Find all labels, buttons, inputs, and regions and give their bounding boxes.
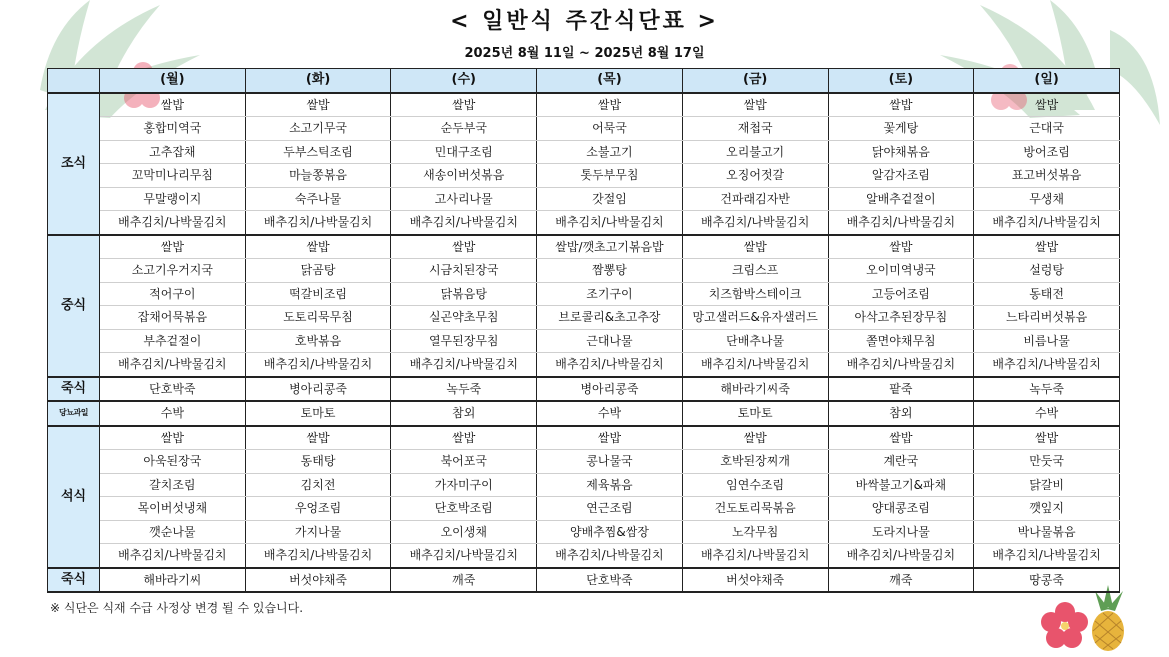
menu-cell: 콩나물국 — [537, 450, 683, 474]
menu-cell: 민대구조림 — [391, 140, 537, 164]
menu-row — [48, 473, 1120, 497]
menu-cell: 참외 — [828, 401, 974, 426]
menu-cell: 양대콩조림 — [828, 497, 974, 521]
menu-row — [48, 282, 1120, 306]
menu-cell: 박나물볶음 — [974, 520, 1120, 544]
menu-cell: 쌀밥 — [245, 426, 391, 450]
menu-cell: 배추김치/나박물김치 — [828, 211, 974, 235]
menu-cell: 시금치된장국 — [391, 259, 537, 283]
menu-cell: 노각무침 — [682, 520, 828, 544]
menu-cell: 닭볶음탕 — [391, 282, 537, 306]
menu-cell: 녹두죽 — [974, 377, 1120, 402]
menu-cell: 만둣국 — [974, 450, 1120, 474]
day-header: (화) — [245, 69, 391, 93]
menu-cell: 배추김치/나박물김치 — [537, 544, 683, 568]
menu-cell: 배추김치/나박물김치 — [100, 353, 246, 377]
menu-cell: 북어포국 — [391, 450, 537, 474]
menu-cell: 배추김치/나박물김치 — [391, 211, 537, 235]
menu-cell: 배추김치/나박물김치 — [682, 353, 828, 377]
menu-cell: 방어조림 — [974, 140, 1120, 164]
menu-cell: 배추김치/나박물김치 — [391, 353, 537, 377]
day-header: (금) — [682, 69, 828, 93]
menu-cell: 깨죽 — [828, 568, 974, 593]
menu-cell: 배추김치/나박물김치 — [828, 353, 974, 377]
menu-cell: 호박볶음 — [245, 329, 391, 353]
menu-cell: 아삭고추된장무침 — [828, 306, 974, 330]
menu-cell: 쌀밥/깻초고기볶음밥 — [537, 235, 683, 259]
menu-row — [48, 259, 1120, 283]
menu-cell: 순두부국 — [391, 117, 537, 141]
menu-cell: 근대나물 — [537, 329, 683, 353]
menu-cell: 쌀밥 — [100, 93, 246, 117]
menu-cell: 쌀밥 — [828, 426, 974, 450]
menu-cell: 배추김치/나박물김치 — [828, 544, 974, 568]
menu-cell: 팥죽 — [828, 377, 974, 402]
menu-row — [48, 140, 1120, 164]
menu-cell: 비름나물 — [974, 329, 1120, 353]
menu-row — [48, 426, 1120, 450]
menu-cell: 깻잎지 — [974, 497, 1120, 521]
menu-cell: 버섯야채죽 — [682, 568, 828, 593]
menu-cell: 새송이버섯볶음 — [391, 164, 537, 188]
menu-cell: 도토리묵무침 — [245, 306, 391, 330]
meal-group — [48, 93, 1120, 235]
menu-cell: 바싹불고기&파채 — [828, 473, 974, 497]
menu-cell: 쌀밥 — [974, 235, 1120, 259]
menu-cell: 배추김치/나박물김치 — [245, 353, 391, 377]
menu-row — [48, 401, 1120, 426]
menu-cell: 연근조림 — [537, 497, 683, 521]
menu-cell: 쌀밥 — [100, 235, 246, 259]
menu-cell: 어묵국 — [537, 117, 683, 141]
menu-cell: 배추김치/나박물김치 — [537, 211, 683, 235]
menu-cell: 양배추찜&쌈장 — [537, 520, 683, 544]
menu-row — [48, 187, 1120, 211]
menu-cell: 녹두죽 — [391, 377, 537, 402]
menu-cell: 홍합미역국 — [100, 117, 246, 141]
menu-cell: 동태탕 — [245, 450, 391, 474]
menu-cell: 닭곰탕 — [245, 259, 391, 283]
menu-cell: 쌀밥 — [100, 426, 246, 450]
meal-label: 당뇨과일 — [48, 401, 100, 426]
menu-cell: 톳두부무침 — [537, 164, 683, 188]
page-title: < 일반식 주간식단표 > — [450, 9, 719, 34]
menu-cell: 쌀밥 — [682, 426, 828, 450]
menu-row — [48, 568, 1120, 593]
menu-cell: 쌀밥 — [537, 93, 683, 117]
menu-cell: 오이미역냉국 — [828, 259, 974, 283]
menu-cell: 닭야채볶음 — [828, 140, 974, 164]
menu-cell: 무말랭이지 — [100, 187, 246, 211]
menu-cell: 적어구이 — [100, 282, 246, 306]
day-header: (월) — [100, 69, 246, 93]
menu-cell: 숙주나물 — [245, 187, 391, 211]
menu-row — [48, 329, 1120, 353]
menu-cell: 김치전 — [245, 473, 391, 497]
menu-cell: 소불고기 — [537, 140, 683, 164]
menu-cell: 쫄면야채무침 — [828, 329, 974, 353]
menu-cell: 고등어조림 — [828, 282, 974, 306]
menu-cell: 토마토 — [682, 401, 828, 426]
menu-cell: 쌀밥 — [974, 426, 1120, 450]
menu-cell: 단호박조림 — [391, 497, 537, 521]
menu-cell: 꽃게탕 — [828, 117, 974, 141]
menu-cell: 단호박죽 — [537, 568, 683, 593]
menu-row — [48, 211, 1120, 235]
menu-row — [48, 164, 1120, 188]
menu-cell: 단호박죽 — [100, 377, 246, 402]
menu-cell: 배추김치/나박물김치 — [974, 353, 1120, 377]
menu-cell: 고사리나물 — [391, 187, 537, 211]
menu-cell: 배추김치/나박물김치 — [100, 544, 246, 568]
menu-cell: 열무된장무침 — [391, 329, 537, 353]
menu-cell: 배추김치/나박물김치 — [245, 544, 391, 568]
menu-cell: 두부스틱조림 — [245, 140, 391, 164]
menu-cell: 배추김치/나박물김치 — [100, 211, 246, 235]
menu-cell: 해바라기씨 — [100, 568, 246, 593]
menu-cell: 쌀밥 — [245, 235, 391, 259]
menu-cell: 무생채 — [974, 187, 1120, 211]
menu-cell: 배추김치/나박물김치 — [537, 353, 683, 377]
menu-cell: 쌀밥 — [391, 235, 537, 259]
pineapple-icon — [1083, 585, 1133, 653]
menu-cell: 목이버섯냉채 — [100, 497, 246, 521]
meal-group — [48, 235, 1120, 377]
menu-cell: 쌀밥 — [974, 93, 1120, 117]
menu-cell: 갈치조림 — [100, 473, 246, 497]
menu-cell: 꼬막미나리무침 — [100, 164, 246, 188]
menu-cell: 임연수조림 — [682, 473, 828, 497]
menu-cell: 수박 — [974, 401, 1120, 426]
menu-row — [48, 377, 1120, 402]
menu-cell: 병아리콩죽 — [245, 377, 391, 402]
menu-cell: 배추김치/나박물김치 — [682, 211, 828, 235]
menu-cell: 깨죽 — [391, 568, 537, 593]
menu-cell: 설렁탕 — [974, 259, 1120, 283]
menu-cell: 크림스프 — [682, 259, 828, 283]
menu-cell: 표고버섯볶음 — [974, 164, 1120, 188]
menu-row — [48, 117, 1120, 141]
hibiscus-bottom-icon — [1040, 600, 1090, 650]
menu-cell: 잡채어묵볶음 — [100, 306, 246, 330]
menu-row — [48, 353, 1120, 377]
menu-cell: 배추김치/나박물김치 — [245, 211, 391, 235]
weekly-menu-table — [47, 68, 1120, 593]
day-header-row — [48, 69, 1120, 93]
date-range: 2025년 8월 11일 ~ 2025년 8월 17일 — [464, 46, 705, 61]
menu-cell: 부추겉절이 — [100, 329, 246, 353]
meal-label: 석식 — [48, 426, 100, 568]
menu-cell: 마늘쫑볶음 — [245, 164, 391, 188]
menu-cell: 브로콜리&초고추장 — [537, 306, 683, 330]
menu-cell: 단배추나물 — [682, 329, 828, 353]
menu-cell: 토마토 — [245, 401, 391, 426]
meal-group — [48, 426, 1120, 568]
menu-cell: 쌀밥 — [245, 93, 391, 117]
menu-cell: 가자미구이 — [391, 473, 537, 497]
menu-cell: 배추김치/나박물김치 — [391, 544, 537, 568]
menu-cell: 쌀밥 — [391, 93, 537, 117]
menu-cell: 병아리콩죽 — [537, 377, 683, 402]
menu-cell: 해바라기씨죽 — [682, 377, 828, 402]
menu-cell: 깻순나물 — [100, 520, 246, 544]
menu-cell: 배추김치/나박물김치 — [974, 544, 1120, 568]
meal-group — [48, 377, 1120, 402]
table-header — [48, 69, 1120, 93]
menu-cell: 배추김치/나박물김치 — [974, 211, 1120, 235]
meal-group — [48, 401, 1120, 426]
menu-cell: 쌀밥 — [537, 426, 683, 450]
menu-cell: 조기구이 — [537, 282, 683, 306]
menu-cell: 쌀밥 — [682, 93, 828, 117]
menu-cell: 쌀밥 — [391, 426, 537, 450]
menu-cell: 오징어젓갈 — [682, 164, 828, 188]
corner-cell — [48, 69, 100, 93]
menu-cell: 떡갈비조림 — [245, 282, 391, 306]
meal-label: 중식 — [48, 235, 100, 377]
menu-cell: 근대국 — [974, 117, 1120, 141]
day-header: (토) — [828, 69, 974, 93]
menu-row — [48, 544, 1120, 568]
menu-row — [48, 497, 1120, 521]
footnote: ※ 식단은 식재 수급 사정상 변경 될 수 있습니다. — [50, 601, 304, 615]
menu-cell: 갓절임 — [537, 187, 683, 211]
menu-row — [48, 306, 1120, 330]
menu-cell: 치즈함박스테이크 — [682, 282, 828, 306]
menu-cell: 제육볶음 — [537, 473, 683, 497]
menu-row — [48, 520, 1120, 544]
meal-label: 조식 — [48, 93, 100, 235]
menu-cell: 버섯야채죽 — [245, 568, 391, 593]
menu-cell: 배추김치/나박물김치 — [682, 544, 828, 568]
meal-label: 죽식 — [48, 377, 100, 402]
menu-cell: 우엉조림 — [245, 497, 391, 521]
menu-cell: 망고샐러드&유자샐러드 — [682, 306, 828, 330]
menu-cell: 수박 — [537, 401, 683, 426]
menu-cell: 알감자조림 — [828, 164, 974, 188]
menu-cell: 고추잡채 — [100, 140, 246, 164]
meal-label: 죽식 — [48, 568, 100, 593]
meal-group — [48, 568, 1120, 593]
menu-cell: 참외 — [391, 401, 537, 426]
menu-cell: 오리불고기 — [682, 140, 828, 164]
menu-cell: 짬뽕탕 — [537, 259, 683, 283]
day-header: (일) — [974, 69, 1120, 93]
menu-cell: 실곤약초무침 — [391, 306, 537, 330]
day-header: (수) — [391, 69, 537, 93]
menu-cell: 소고기무국 — [245, 117, 391, 141]
menu-row — [48, 93, 1120, 117]
menu-cell: 닭갈비 — [974, 473, 1120, 497]
menu-cell: 땅콩죽 — [974, 568, 1120, 593]
day-header: (목) — [537, 69, 683, 93]
menu-cell: 도라지나물 — [828, 520, 974, 544]
menu-cell: 오이생채 — [391, 520, 537, 544]
menu-cell: 가지나물 — [245, 520, 391, 544]
menu-cell: 느타리버섯볶음 — [974, 306, 1120, 330]
menu-cell: 동태전 — [974, 282, 1120, 306]
menu-cell: 쌀밥 — [828, 235, 974, 259]
menu-cell: 건파래김자반 — [682, 187, 828, 211]
menu-cell: 계란국 — [828, 450, 974, 474]
menu-cell: 재첩국 — [682, 117, 828, 141]
menu-cell: 소고기우거지국 — [100, 259, 246, 283]
menu-cell: 쌀밥 — [682, 235, 828, 259]
menu-cell: 호박된장찌개 — [682, 450, 828, 474]
menu-row — [48, 235, 1120, 259]
menu-row — [48, 450, 1120, 474]
menu-cell: 수박 — [100, 401, 246, 426]
menu-cell: 알배추겉절이 — [828, 187, 974, 211]
menu-cell: 쌀밥 — [828, 93, 974, 117]
menu-cell: 건도토리묵볶음 — [682, 497, 828, 521]
menu-cell: 아욱된장국 — [100, 450, 246, 474]
